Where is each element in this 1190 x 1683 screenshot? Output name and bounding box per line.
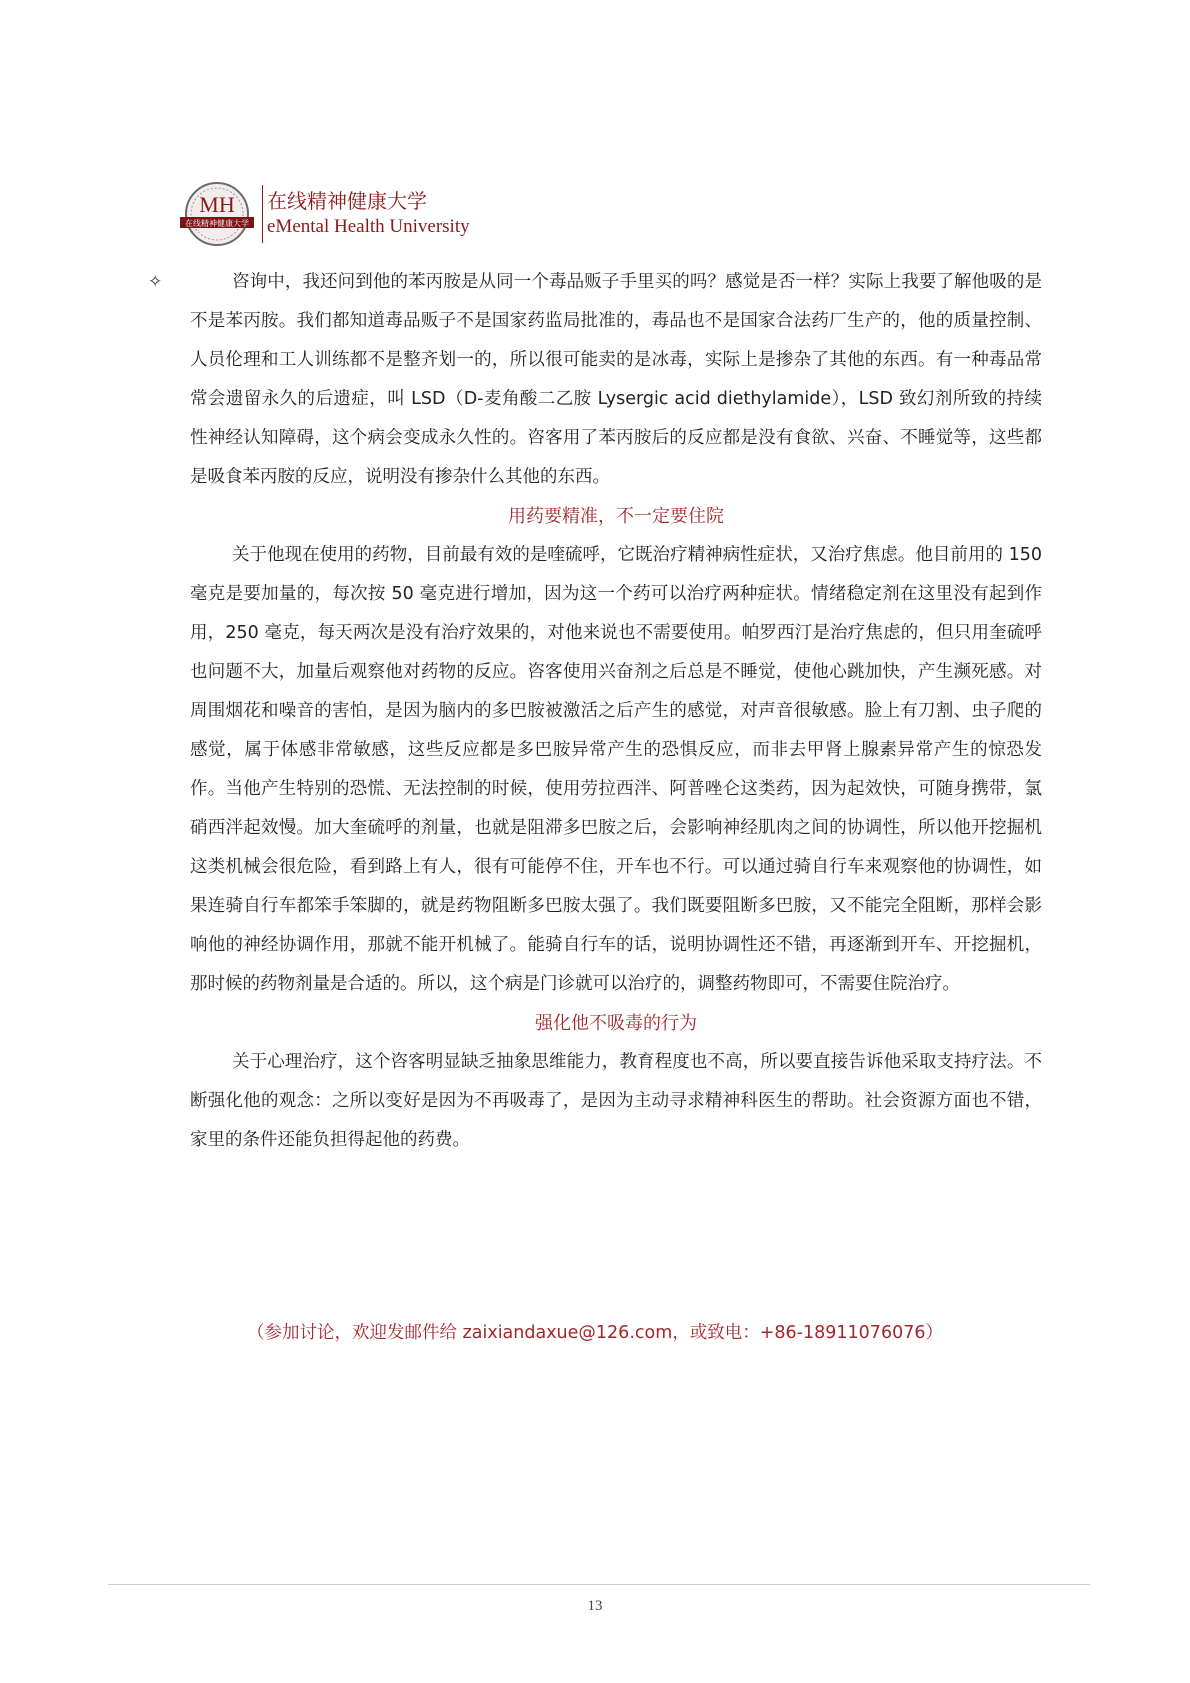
header-title-block: [267, 188, 470, 240]
contact-line: （参加讨论，欢迎发邮件给 zaixiandaxue@126.com，或致电：+86-18911076076）: [247, 1323, 943, 1343]
bullet-icon: ✧: [148, 272, 163, 292]
header-title-en: eMental Health University: [267, 216, 470, 237]
article-body: [190, 263, 1042, 1160]
header-divider: [262, 185, 263, 243]
page-number: 13: [587, 1598, 603, 1614]
logo-mh-text: MH: [199, 192, 235, 217]
paragraph-medication: 关于他现在使用的药物，目前最有效的是喹硫呼，它既治疗精神病性症状，又治疗焦虑。他目前用的 150 毫克是要加量的，每次按 50 毫克进行增加，因为这一个药可以治疗两种症状。情绪稳定剂在这里没有起到作用，250 毫克，每天两次是没有治疗效果的，对他来说也不需要使用。帕罗西汀是治疗焦虑的，但只用奎硫呼也问题不大，加量后观察他对药物的反应。咨客使用兴奋剂之后总是不睡觉，使他心跳加快，产生濒死感。对周围烟花和噪音的害怕，是因为脑内的多巴胺被激活之后产生的感觉，对声音很敏感。脸上有刀割、虫子爬的感觉，属于体感非常敏感，这些反应都是多巴胺异常产生的恐惧反应，而非去甲肾上腺素异常产生的惊恐发作。当他产生特别的恐慌、无法控制的时候，使用劳拉西泮、阿普唑仑这类药，因为起效快，可随身携带，氯硝西泮起效慢。加大奎硫呼的剂量，也就是阻滞多巴胺之后，会影响神经肌肉之间的协调性，所以他开挖掘机这类机械会很危险，看到路上有人，很有可能停不住，开车也不行。可以通过骑自行车来观察他的协调性，如果连骑自行车都笨手笨脚的，就是药物阻断多巴胺太强了。我们既要阻断多巴胺，又不能完全阻断，那样会影响他的神经协调作用，那就不能开机械了。能骑自行车的话，说明协调性还不错，再逐渐到开车、开挖掘机，那时候的药物剂量是合适的。所以，这个病是门诊就可以治疗的，调整药物即可，不需要住院治疗。: [190, 545, 1042, 994]
logo-band-text: 在线精神健康大学: [185, 219, 249, 228]
section-title-medication: 用药要精准，不一定要住院: [508, 506, 724, 527]
footer-divider: [108, 1584, 1090, 1585]
university-logo-seal: [178, 181, 256, 247]
paragraph-consultation: 咨询中，我还问到他的苯丙胺是从同一个毒品贩子手里买的吗？感觉是否一样？实际上我要了解他吸的是不是苯丙胺。我们都知道毒品贩子不是国家药监局批准的，毒品也不是国家合法药厂生产的，他的质量控制、人员伦理和工人训练都不是整齐划一的，所以很可能卖的是冰毒，实际上是掺杂了其他的东西。有一种毒品常常会遗留永久的后遗症，叫 LSD（D-麦角酸二乙胺 Lysergic acid diethylamide），LSD 致幻剂所致的持续性神经认知障碍，这个病会变成永久性的。咨客用了苯丙胺后的反应都是没有食欲、兴奋、不睡觉等，这些都是吸食苯丙胺的反应，说明没有掺杂什么其他的东西。: [190, 272, 1042, 487]
document-header: [178, 178, 470, 250]
paragraph-psychotherapy: 关于心理治疗，这个咨客明显缺乏抽象思维能力，教育程度也不高，所以要直接告诉他采取支持疗法。不断强化他的观念：之所以变好是因为不再吸毒了，是因为主动寻求精神科医生的帮助。社会资源方面也不错，家里的条件还能负担得起他的药费。: [190, 1052, 1042, 1150]
header-title-cn: 在线精神健康大学: [267, 189, 427, 213]
section-title-reinforcement: 强化他不吸毒的行为: [535, 1013, 697, 1034]
